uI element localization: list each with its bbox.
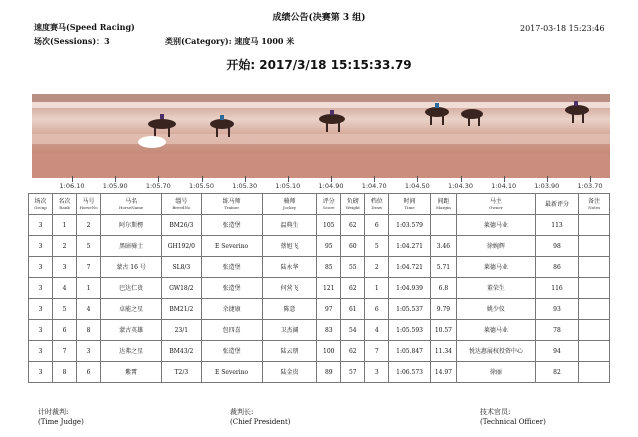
table-cell: 6 xyxy=(77,362,101,383)
table-cell xyxy=(579,278,610,299)
table-cell: 蒙古 16 号 xyxy=(101,257,162,278)
table-cell: 黑暗骑士 xyxy=(101,236,162,257)
table-cell: 6 xyxy=(365,299,389,320)
table-cell: 62 xyxy=(341,278,365,299)
column-header xyxy=(53,194,77,215)
table-cell: 95 xyxy=(317,236,341,257)
table-cell: 3.46 xyxy=(430,236,456,257)
column-header-cn: 名次 xyxy=(58,198,71,205)
column-header-cn: 马主 xyxy=(489,198,502,205)
table-cell: 6 xyxy=(365,215,389,236)
table-cell: 116 xyxy=(535,278,579,299)
column-header-cn: 马号 xyxy=(82,198,95,205)
table-row xyxy=(29,341,610,362)
table-cell: 莱德马业 xyxy=(457,320,536,341)
table-cell: 3 xyxy=(29,362,53,383)
table-cell: BM43/2 xyxy=(162,341,201,362)
column-header xyxy=(579,194,610,215)
table-cell: 3 xyxy=(29,320,53,341)
column-header xyxy=(101,194,162,215)
table-cell: 徐婉辉 xyxy=(457,236,536,257)
column-header-cn: 练马师 xyxy=(222,198,241,205)
column-header xyxy=(29,194,53,215)
column-header-en: Notes xyxy=(588,205,601,210)
signature-label: 技术官员: xyxy=(480,408,511,416)
column-header xyxy=(365,194,389,215)
column-header-cn: 评分 xyxy=(322,198,335,205)
table-cell: 3 xyxy=(29,236,53,257)
table-cell: 23/1 xyxy=(162,320,201,341)
table-cell: 93 xyxy=(535,299,579,320)
table-cell: 达弗之星 xyxy=(101,341,162,362)
column-header-cn: 缰号 xyxy=(175,198,188,205)
table-cell: 1:04.939 xyxy=(389,278,431,299)
table-cell: 卓能之星 xyxy=(101,299,162,320)
table-cell: 3 xyxy=(29,341,53,362)
tick-label: 1:06.10 xyxy=(59,182,85,190)
table-cell: BM21/2 xyxy=(162,299,201,320)
table-cell: 7 xyxy=(365,341,389,362)
table-cell: 57 xyxy=(341,362,365,383)
table-cell: 83 xyxy=(317,320,341,341)
table-cell: 1:03.579 xyxy=(389,215,431,236)
table-cell: 5 xyxy=(53,299,77,320)
table-cell: 4 xyxy=(77,299,101,320)
table-cell: 14.97 xyxy=(430,362,456,383)
report-datetime: 2017-03-18 15:23:46 xyxy=(520,24,605,33)
table-cell: 张造堡 xyxy=(201,278,262,299)
column-header-cn: 马名 xyxy=(125,198,138,205)
table-cell: 7 xyxy=(53,341,77,362)
table-cell: 3 xyxy=(53,257,77,278)
column-header-en: Trainer xyxy=(224,205,240,210)
column-header xyxy=(389,194,431,215)
table-cell: 卫杰阔 xyxy=(262,320,317,341)
tick-label: 1:05.70 xyxy=(145,182,171,190)
column-header-cn: 骑师 xyxy=(283,198,296,205)
table-cell: 60 xyxy=(341,236,365,257)
time-judge-signature xyxy=(38,407,84,427)
table-cell: E Severino xyxy=(201,236,262,257)
table-cell: 悦达惠展权投资中心 xyxy=(457,341,536,362)
tick-label: 1:05.10 xyxy=(275,182,301,190)
table-cell: 62 xyxy=(341,341,365,362)
tick-label: 1:04.90 xyxy=(318,182,344,190)
column-header xyxy=(430,194,456,215)
column-header-cn: 最新评分 xyxy=(544,200,569,208)
table-cell: 3 xyxy=(29,278,53,299)
column-header-cn: 备注 xyxy=(588,198,601,205)
time-scale xyxy=(32,176,610,190)
table-cell: T2/3 xyxy=(162,362,201,383)
signature-label-en: (Technical Officer) xyxy=(480,418,546,426)
category-label: 类别(Category): 速度马 1000 米 xyxy=(165,36,295,46)
tick-label: 1:04.50 xyxy=(404,182,430,190)
tick-label: 1:03.90 xyxy=(534,182,560,190)
table-cell: 6 xyxy=(53,320,77,341)
signature-label-en: (Chief President) xyxy=(230,418,291,426)
column-header-en: Score xyxy=(322,205,335,210)
chief-president-signature xyxy=(230,407,291,427)
table-cell: 余捷康 xyxy=(201,299,262,320)
table-cell: 包四喜 xyxy=(201,320,262,341)
table-cell: 巴达仁贵 xyxy=(101,278,162,299)
tick-label: 1:04.30 xyxy=(448,182,473,190)
table-cell: 1 xyxy=(53,215,77,236)
table-cell: GH192/0 xyxy=(162,236,201,257)
table-cell: 张造堡 xyxy=(201,257,262,278)
table-cell: 3 xyxy=(77,341,101,362)
table-cell: 89 xyxy=(317,362,341,383)
signature-label-en: (Time Judge) xyxy=(38,418,84,426)
table-cell xyxy=(579,236,610,257)
column-header-cn: 间距 xyxy=(437,198,450,205)
column-header xyxy=(317,194,341,215)
start-time: 开始: 2017/3/18 15:15:33.79 xyxy=(226,58,412,72)
table-cell: 张造堡 xyxy=(201,341,262,362)
table-cell: 11.34 xyxy=(430,341,456,362)
table-cell xyxy=(579,320,610,341)
column-header xyxy=(77,194,101,215)
table-cell: 1:05.537 xyxy=(389,299,431,320)
table-row xyxy=(29,236,610,257)
tick-label: 1:04.10 xyxy=(491,182,517,190)
table-cell: 3 xyxy=(365,362,389,383)
tick-label: 1:03.70 xyxy=(577,182,603,190)
column-header xyxy=(457,194,536,215)
signature-label: 计时裁判: xyxy=(38,408,69,416)
table-cell: 2 xyxy=(77,215,101,236)
column-header xyxy=(535,194,579,215)
column-header-cn: 负磅 xyxy=(346,198,359,205)
column-header-en: Group xyxy=(34,205,47,210)
table-row xyxy=(29,299,610,320)
table-cell: 1:06.573 xyxy=(389,362,431,383)
results-table xyxy=(28,193,610,383)
table-cell: 1:04.271 xyxy=(389,236,431,257)
table-cell: 张造堡 xyxy=(201,215,262,236)
table-cell: 莱德马业 xyxy=(457,257,536,278)
column-header-en: BreedNo xyxy=(172,205,191,210)
table-cell: 98 xyxy=(535,236,579,257)
table-cell: 55 xyxy=(341,257,365,278)
table-cell: 1 xyxy=(77,278,101,299)
table-cell: 2 xyxy=(53,236,77,257)
table-cell: 徐丽 xyxy=(457,362,536,383)
table-cell: 1 xyxy=(365,278,389,299)
table-cell: 5 xyxy=(365,236,389,257)
table-cell: 100 xyxy=(317,341,341,362)
table-cell: GW18/2 xyxy=(162,278,201,299)
table-cell: 1:05.593 xyxy=(389,320,431,341)
table-row xyxy=(29,320,610,341)
technical-officer-signature xyxy=(480,407,546,427)
table-cell: 121 xyxy=(317,278,341,299)
table-row xyxy=(29,257,610,278)
table-cell: 97 xyxy=(317,299,341,320)
column-header-en: Rank xyxy=(59,205,70,210)
column-header-en: Draw xyxy=(371,205,383,210)
table-cell: 4 xyxy=(365,320,389,341)
table-cell: 8 xyxy=(53,362,77,383)
column-header xyxy=(262,194,317,215)
horses-graphic xyxy=(32,94,610,178)
table-cell: 94 xyxy=(535,341,579,362)
document-title: 成绩公告(决赛第 3 组) xyxy=(272,13,366,23)
tick-label: 1:05.30 xyxy=(232,182,258,190)
table-cell: 莱德马业 xyxy=(457,215,536,236)
table-cell: 62 xyxy=(341,215,365,236)
table-cell: 4 xyxy=(53,278,77,299)
table-cell: 3 xyxy=(29,215,53,236)
table-row xyxy=(29,362,610,383)
table-cell: 6.8 xyxy=(430,278,456,299)
table-cell xyxy=(579,257,610,278)
table-cell: 86 xyxy=(535,257,579,278)
table-cell: 113 xyxy=(535,215,579,236)
table-cell: 9.79 xyxy=(430,299,456,320)
table-cell: 陈意 xyxy=(262,299,317,320)
table-row xyxy=(29,278,610,299)
column-header-en: Time xyxy=(404,205,415,210)
column-header-cn: 档位 xyxy=(370,198,383,205)
table-cell: 1:04.721 xyxy=(389,257,431,278)
column-header xyxy=(162,194,201,215)
table-cell: SL8/3 xyxy=(162,257,201,278)
table-cell: 8 xyxy=(77,320,101,341)
photo-finish-image xyxy=(32,94,610,178)
table-header-row xyxy=(29,194,610,215)
table-cell: 54 xyxy=(341,320,365,341)
table-cell: 阿尔斯楞 xyxy=(101,215,162,236)
table-cell: 5.71 xyxy=(430,257,456,278)
column-header-cn: 场次 xyxy=(34,198,47,205)
column-header-en: Jockey xyxy=(282,205,297,210)
tick-label: 1:05.90 xyxy=(102,182,128,190)
table-cell: 7 xyxy=(77,257,101,278)
table-cell xyxy=(579,341,610,362)
table-cell: 82 xyxy=(535,362,579,383)
table-cell: 董荣生 xyxy=(457,278,536,299)
tick-label: 1:04.70 xyxy=(361,182,387,190)
table-cell xyxy=(579,299,610,320)
column-header-cn: 时间 xyxy=(403,198,416,205)
table-cell: 陆金贵 xyxy=(262,362,317,383)
table-cell: 105 xyxy=(317,215,341,236)
table-cell xyxy=(579,362,610,383)
table-cell: E Severino xyxy=(201,362,262,383)
table-cell: 何营飞 xyxy=(262,278,317,299)
table-cell: 5 xyxy=(77,236,101,257)
table-cell: 85 xyxy=(317,257,341,278)
table-cell: 陆云朋 xyxy=(262,341,317,362)
table-cell: 3 xyxy=(29,257,53,278)
table-cell: 61 xyxy=(341,299,365,320)
table-cell: 10.57 xyxy=(430,320,456,341)
table-cell: 1:05.847 xyxy=(389,341,431,362)
signature-label: 裁判长: xyxy=(230,408,254,416)
table-cell: 3 xyxy=(29,299,53,320)
table-cell xyxy=(579,215,610,236)
column-header xyxy=(201,194,262,215)
column-header xyxy=(341,194,365,215)
table-cell: 陆永华 xyxy=(262,257,317,278)
event-name: 速度赛马(Speed Racing) xyxy=(34,22,135,32)
table-cell: 紫霄 xyxy=(101,362,162,383)
table-cell: 蒙古英雄 xyxy=(101,320,162,341)
column-header-en: HorseNo xyxy=(79,205,98,210)
table-cell: 78 xyxy=(535,320,579,341)
table-cell: 温典生 xyxy=(262,215,317,236)
table-cell xyxy=(430,215,456,236)
tick-label: 1:05.50 xyxy=(189,182,214,190)
column-header-en: Owner xyxy=(489,205,503,210)
table-row xyxy=(29,215,610,236)
table-cell: 蔡旭飞 xyxy=(262,236,317,257)
table-cell: 姚少仪 xyxy=(457,299,536,320)
column-header-en: Weight xyxy=(345,205,360,210)
session-label: 场次(Sessions)：3 xyxy=(34,36,110,46)
column-header-en: Margin xyxy=(436,205,451,210)
table-cell: 2 xyxy=(365,257,389,278)
table-cell: BM26/3 xyxy=(162,215,201,236)
column-header-en: HorseName xyxy=(118,205,144,210)
